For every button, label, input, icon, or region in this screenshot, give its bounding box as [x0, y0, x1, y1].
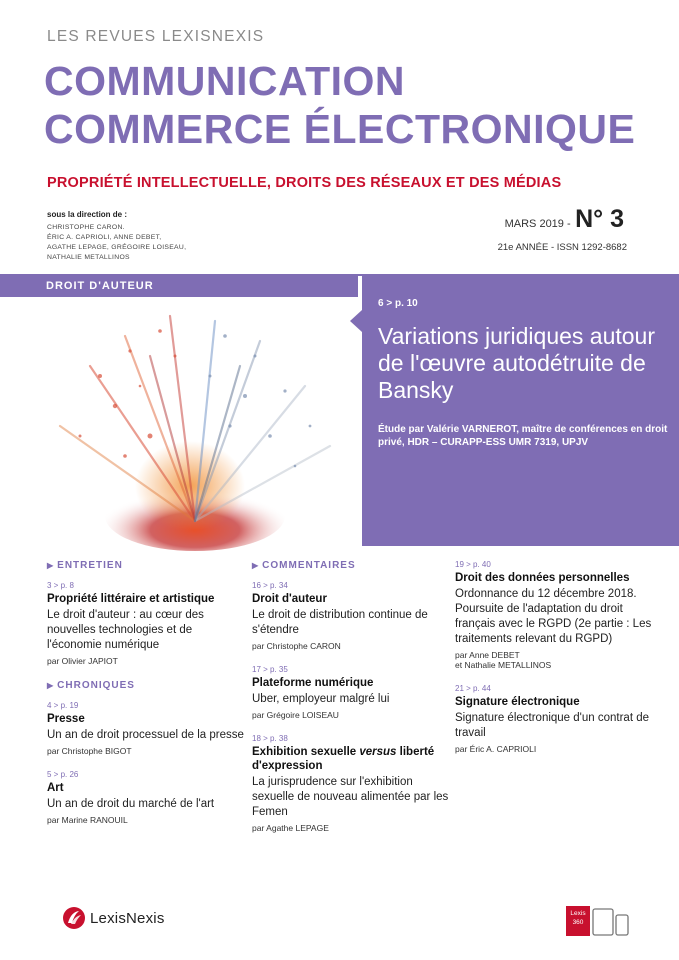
badge-line: 360	[572, 919, 584, 926]
feature-author: Étude par Valérie VARNEROT, maître de conférences en droit privé, HDR – CURAPP-ESS UMR 7319, UPJV	[378, 424, 668, 448]
section-heading-chroniques	[47, 680, 247, 691]
triangle-right-icon: ▶	[47, 681, 55, 690]
entry-title-emphasis: versus	[359, 746, 397, 758]
entry-description: La jurisprudence sur l'exhibition sexuelle de nouveau alimentée par les Femen	[252, 776, 449, 818]
direction-label: sous la direction de :	[47, 210, 128, 219]
devices-icon	[592, 906, 632, 936]
entry-description: Uber, employeur malgré lui	[252, 693, 390, 705]
panel-notch	[350, 310, 362, 332]
page-ref: 17 > p. 35	[252, 665, 288, 674]
direction-name-line: CHRISTOPHE CARON.	[47, 224, 125, 231]
journal-subtitle: PROPRIÉTÉ INTELLECTUELLE, DROITS DES RÉSEAUX ET DES MÉDIAS	[47, 175, 562, 191]
entry-title: Propriété littéraire et artistique	[47, 593, 215, 605]
toc-entry[interactable]	[455, 684, 665, 754]
tablet-icon	[593, 909, 613, 935]
entry-author: par Agathe LEPAGE	[252, 823, 329, 833]
feature-page-ref: 6 > p. 10	[378, 298, 418, 309]
entry-author: par Grégoire LOISEAU	[252, 710, 339, 720]
entry-title: Signature électronique	[455, 696, 580, 708]
entry-description: Le droit d'auteur : au cœur des nouvelles technologies et de l'économie numérique	[47, 609, 204, 651]
series-name: LES REVUES LEXISNEXIS	[47, 28, 265, 45]
triangle-right-icon: ▶	[47, 561, 55, 570]
feature-panel	[362, 276, 679, 546]
entry-title: Plateforme numérique	[252, 677, 374, 689]
feature-title[interactable]: Variations juridiques autour de l'œuvre autodétruite de Bansky	[378, 323, 656, 403]
issue-info	[505, 205, 624, 234]
entry-author: par Christophe CARON	[252, 641, 341, 651]
toc-entry[interactable]	[47, 770, 247, 825]
lexisnexis-wordmark: LexisNexis	[90, 910, 165, 927]
entry-author	[455, 650, 665, 670]
journal-title-line2: COMMERCE ÉLECTRONIQUE	[44, 106, 636, 152]
entry-title	[252, 745, 452, 773]
page-ref: 3 > p. 8	[47, 581, 74, 590]
paint-splash-illustration	[30, 296, 350, 551]
page-ref: 5 > p. 26	[47, 770, 79, 779]
entry-description: Ordonnance du 12 décembre 2018. Poursuite de l'adaptation du droit français avec le RGPD (2e partie : Les traitements relevant du RGPD)	[455, 588, 652, 645]
toc-entry[interactable]	[47, 581, 247, 666]
toc-column-2	[252, 560, 452, 847]
toc-entry[interactable]	[455, 560, 665, 670]
page-ref: 18 > p. 38	[252, 734, 288, 743]
triangle-right-icon: ▶	[252, 561, 260, 570]
lexis360-badge	[566, 906, 590, 936]
entry-author-line: par Anne DEBET	[455, 650, 520, 660]
lexisnexis-logo-icon	[62, 906, 86, 930]
entry-title: Art	[47, 782, 64, 794]
page-ref: 4 > p. 19	[47, 701, 79, 710]
section-heading-label: ENTRETIEN	[57, 560, 123, 571]
journal-title-line1: COMMUNICATION	[44, 58, 406, 104]
page-ref: 19 > p. 40	[455, 560, 491, 569]
entry-title: Droit d'auteur	[252, 593, 327, 605]
issue-date: MARS 2019 -	[504, 218, 571, 230]
section-heading-entretien	[47, 560, 247, 571]
toc-entry[interactable]	[252, 581, 452, 651]
entry-title-part: liberté d'expression	[252, 746, 435, 772]
badge-line: Lexis	[570, 910, 586, 917]
entry-description: Signature électronique d'un contrat de travail	[455, 712, 649, 739]
entry-description: Un an de droit processuel de la presse	[47, 729, 244, 741]
toc-entry[interactable]	[252, 665, 452, 720]
section-heading-label: COMMENTAIRES	[262, 560, 356, 571]
entry-description: Le droit de distribution continue de s'étendre	[252, 609, 428, 636]
entry-author: par Olivier JAPIOT	[47, 656, 118, 666]
toc-entry[interactable]	[47, 701, 247, 756]
section-heading-commentaires	[252, 560, 452, 571]
direction-name-line: ÉRIC A. CAPRIOLI, ANNE DEBET,	[47, 234, 162, 241]
toc-entry[interactable]	[252, 734, 452, 833]
entry-author: par Éric A. CAPRIOLI	[455, 744, 537, 754]
direction-name-line: NATHALIE METALLINOS	[47, 254, 130, 261]
feature-section-banner: DROIT D'AUTEUR	[0, 276, 358, 297]
entry-title: Presse	[47, 713, 85, 725]
entry-author: par Marine RANOUIL	[47, 815, 128, 825]
toc-column-1	[47, 560, 247, 839]
entry-author: par Christophe BIGOT	[47, 746, 132, 756]
direction-name-line: AGATHE LEPAGE, GRÉGOIRE LOISEAU,	[47, 244, 187, 251]
page-ref: 16 > p. 34	[252, 581, 288, 590]
issue-number: N° 3	[575, 205, 624, 233]
direction-names	[47, 223, 186, 263]
entry-title-part: Exhibition sexuelle	[252, 746, 360, 758]
entry-author-line: et Nathalie METALLINOS	[455, 660, 552, 670]
toc-column-3	[455, 560, 665, 768]
page-ref: 21 > p. 44	[455, 684, 491, 693]
year-issn: 21e ANNÉE - ISSN 1292-8682	[497, 242, 627, 253]
entry-title: Droit des données personnelles	[455, 572, 630, 584]
section-heading-label: CHRONIQUES	[57, 680, 135, 691]
phone-icon	[616, 915, 628, 935]
entry-description: Un an de droit du marché de l'art	[47, 798, 215, 810]
